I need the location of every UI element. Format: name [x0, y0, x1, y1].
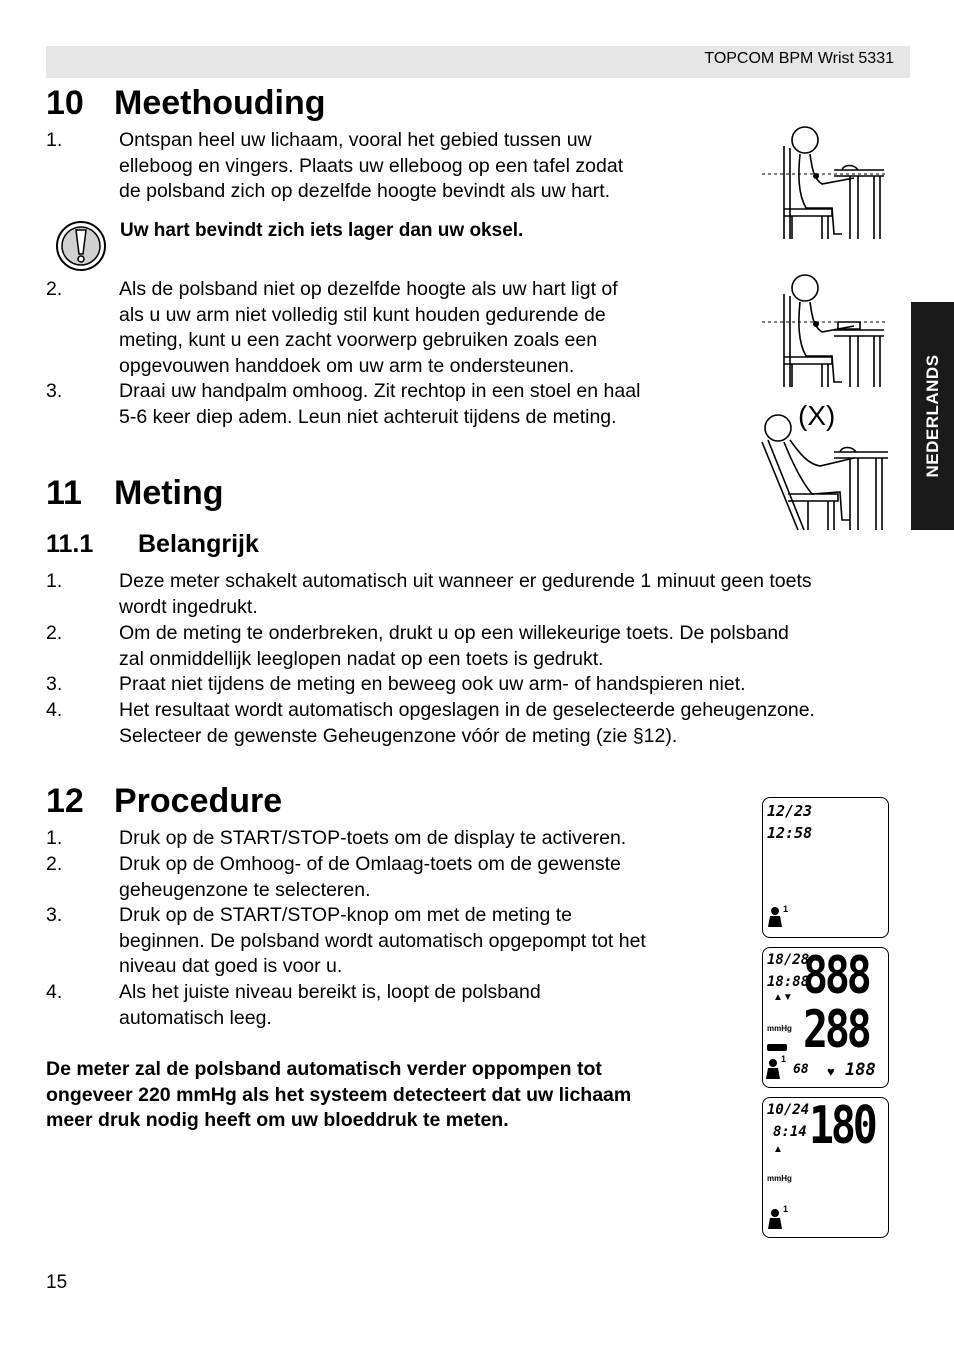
item-number: 1. [46, 827, 63, 849]
section-title: Meting [114, 474, 224, 512]
item-number: 1. [46, 129, 63, 151]
item-number: 4. [46, 981, 63, 1003]
item-text [119, 277, 618, 379]
lcd-date: 18/28 [767, 952, 810, 968]
memory-zone-number: 1 [781, 1054, 787, 1064]
text-line: de polsband zich op dezelfde hoogte bevindt als uw hart. [119, 180, 611, 203]
lcd-systolic: 180 [809, 1096, 875, 1156]
item-text [119, 980, 541, 1031]
text-line: Selecteer de gewenste Geheugenzone vóór de meting (zie §12). [119, 724, 678, 747]
subsection-number: 11.1 [46, 530, 94, 558]
subsection-title: Belangrijk [138, 530, 259, 558]
lcd-time: 18:88 [767, 974, 810, 990]
text-line: 5-6 keer diep adem. Leun niet achteruit tijdens de meting. [119, 405, 617, 428]
item-text [119, 621, 789, 672]
item-text [119, 379, 640, 430]
text-line: zal onmiddellijk leeglopen nadat op een toets is gedrukt. [119, 647, 604, 670]
text-line: Druk op de START/STOP-toets om de display te activeren. [119, 827, 627, 849]
lcd-diastolic: 288 [803, 1000, 869, 1060]
memory-count: 68 [793, 1062, 809, 1077]
text-line: ongeveer 220 mmHg als het systeem detecteert dat uw lichaam [46, 1083, 632, 1106]
text-line: als u uw arm niet volledig stil kunt houden gedurende de [119, 303, 606, 326]
text-line: Ontspan heel uw lichaam, vooral het gebied tussen uw [119, 129, 592, 151]
lcd-systolic: 888 [803, 946, 869, 1006]
item-text [119, 569, 812, 620]
lcd-time: 8:14 [773, 1124, 807, 1140]
item-number: 3. [46, 904, 63, 926]
lcd-pulse: 188 [845, 1060, 876, 1080]
text-line: De meter zal de polsband automatisch verder oppompen tot [46, 1058, 602, 1080]
text-line: geheugenzone te selecteren. [119, 878, 371, 901]
page-number: 15 [46, 1272, 68, 1293]
section-number: 11 [46, 474, 82, 512]
incorrect-mark-label: (X) [798, 400, 836, 431]
text-line: Om de meting te onderbreken, drukt u op een willekeurige toets. De polsband [119, 622, 789, 644]
correct-posture-illustration [762, 124, 887, 242]
language-tab [911, 302, 954, 530]
item-number: 2. [46, 278, 63, 300]
section-title: Meethouding [114, 84, 326, 122]
memory-zone-number: 1 [783, 904, 789, 914]
lcd-date: 10/24 [767, 1102, 810, 1118]
header-title: TOPCOM BPM Wrist 5331 [704, 50, 894, 67]
lcd-display-measuring [762, 1097, 889, 1238]
text-line: Als het juiste niveau bereikt is, loopt de polsband [119, 981, 541, 1003]
section-title: Procedure [114, 782, 283, 820]
item-number: 1. [46, 570, 63, 592]
correct-posture-support-illustration [762, 272, 887, 390]
text-line: Draai uw handpalm omhoog. Zit rechtop in een stoel en haal [119, 380, 641, 402]
item-number: 3. [46, 673, 63, 695]
language-tab-label: NEDERLANDS [922, 354, 942, 478]
item-text [119, 698, 815, 749]
section-number: 10 [46, 84, 84, 122]
text-line: elleboog en vingers. Plaats uw elleboog op een tafel zodat [119, 154, 624, 177]
text-line: opgevouwen handdoek om uw arm te ondersteunen. [119, 354, 575, 377]
text-line: automatisch leeg. [119, 1006, 272, 1029]
subsection-11-1-heading [46, 530, 259, 559]
text-line: Praat niet tijdens de meting en beweeg ook uw arm- of handspieren niet. [119, 673, 746, 695]
bold-note-paragraph [46, 1057, 631, 1134]
heart-icon: ♥ [827, 1064, 835, 1079]
lcd-unit: mmHg [767, 1174, 792, 1183]
text-line: Druk op de START/STOP-knop om met de meting te [119, 904, 573, 926]
text-line: Als de polsband niet op dezelfde hoogte als uw hart ligt of [119, 278, 618, 300]
text-line: niveau dat goed is voor u. [119, 955, 343, 978]
section-10-heading [46, 84, 326, 123]
up-arrow-icon: ▲ [773, 1144, 783, 1155]
item-number: 2. [46, 622, 63, 644]
lcd-display-all-segments [762, 947, 889, 1088]
text-line: Druk op de Omhoog- of de Omlaag-toets om de gewenste [119, 853, 621, 875]
text-line: Deze meter schakelt automatisch uit wanneer er gedurende 1 minuut geen toets [119, 570, 812, 592]
item-text [119, 826, 626, 852]
text-line: Het resultaat wordt automatisch opgeslagen in de geselecteerde geheugenzone. [119, 699, 815, 721]
item-number: 3. [46, 380, 63, 402]
item-number: 4. [46, 699, 63, 721]
lcd-date: 12/23 [767, 802, 813, 820]
text-line: wordt ingedrukt. [119, 595, 258, 618]
lcd-display-standby [762, 797, 889, 938]
item-number: 2. [46, 853, 63, 875]
item-text [119, 672, 746, 698]
warning-icon [54, 216, 108, 274]
up-down-arrows-icon: ▲▼ [773, 992, 793, 1003]
lcd-time: 12:58 [767, 824, 813, 842]
section-12-heading [46, 782, 282, 821]
battery-icon [767, 1044, 787, 1051]
item-text [119, 128, 623, 205]
text-line: beginnen. De polsband wordt automatisch opgepompt tot het [119, 929, 646, 952]
section-number: 12 [46, 782, 84, 820]
note-text: Uw hart bevindt zich iets lager dan uw oksel. [120, 220, 524, 241]
memory-zone-number: 1 [783, 1204, 789, 1214]
item-text [119, 852, 621, 903]
lcd-unit: mmHg [767, 1024, 792, 1033]
section-11-heading [46, 474, 224, 513]
text-line: meer druk nodig heeft om uw bloeddruk te meten. [46, 1109, 509, 1132]
user-icon [767, 1208, 783, 1230]
item-text [119, 903, 646, 980]
header-bar [46, 46, 910, 78]
text-line: meting, kunt u een zacht voorwerp gebruiken zoals een [119, 329, 598, 352]
user-icon [765, 1058, 781, 1080]
user-icon [767, 906, 783, 928]
